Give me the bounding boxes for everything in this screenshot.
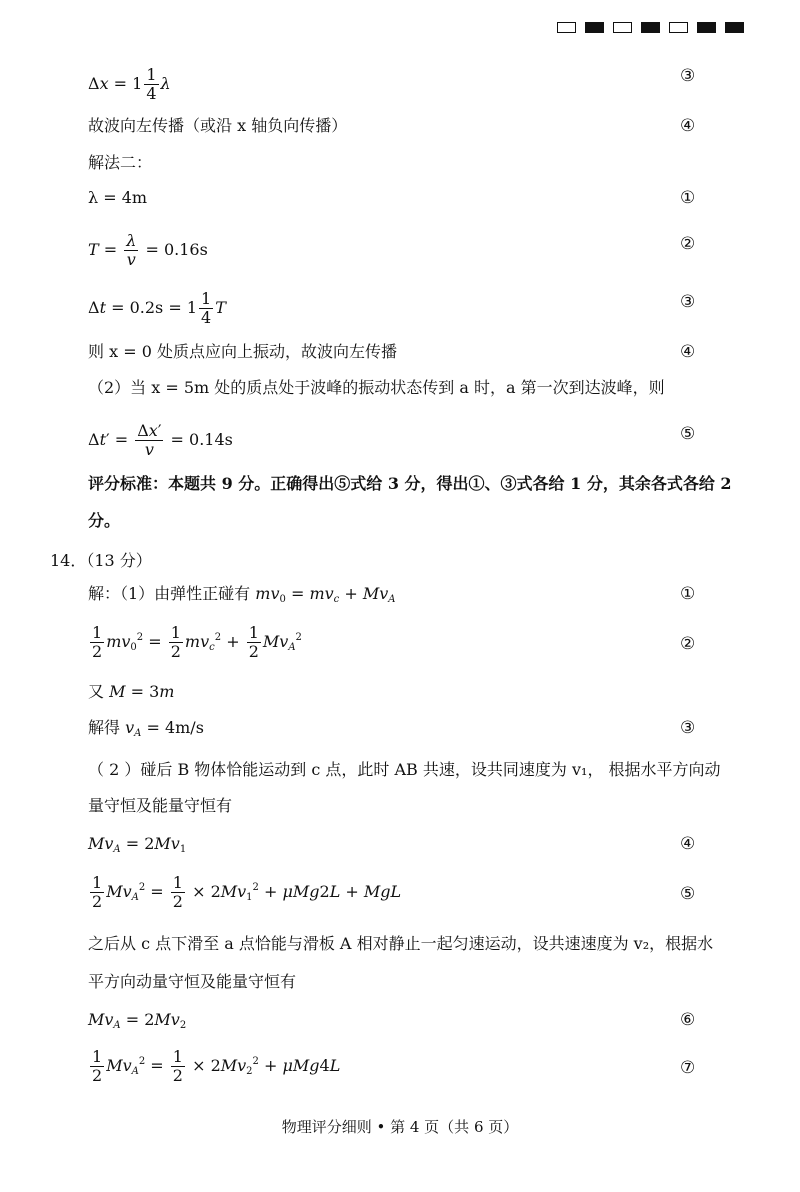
equation-mass-ratio: 又 M = 3m: [88, 682, 175, 701]
header-marks: [557, 22, 744, 33]
text-line: 之后从 c 点下滑至 a 点恰能与滑板 A 相对静止一起匀速运动，设共速速度为 v₂，根据水: [88, 934, 714, 953]
text-line: 则 x = 0 处质点应向上振动，故波向左传播: [88, 342, 397, 361]
equation-period: T = $\frac{\lambda}{v}$ = 0.16s: [88, 231, 208, 269]
filled-square-icon: [585, 22, 604, 33]
text-line: 故波向左传播（或沿 x 轴负向传播）: [88, 116, 348, 135]
equation-dt-prime: Δt′ = $\frac{\Delta x'}{v}$ = 0.14s: [88, 421, 233, 459]
equation-energy-1: $\frac{1}{2}$ $mv_0^2$ = $\frac{1}{2}$ $mv_c^2$ + $\frac{1}{2}$ $Mv_A^2$: [92, 623, 302, 661]
question-14-heading: 14．（13 分）: [50, 551, 152, 570]
eq-marker: ①: [680, 584, 696, 604]
text-line: （2）当 x = 5m 处的质点处于波峰的振动状态传到 a 时，a 第一次到达波峰，则: [88, 378, 665, 397]
text-line: （ 2 ）碰后 B 物体恰能运动到 c 点，此时 AB 共速，设共同速度为 v₁， 根据水平方向动: [88, 760, 721, 779]
eq-marker: ④: [680, 342, 696, 362]
eq-marker: ⑤: [680, 884, 696, 904]
filled-square-icon: [641, 22, 660, 33]
eq-marker: ④: [680, 834, 696, 854]
eq-marker: ③: [680, 292, 696, 312]
eq-marker: ③: [680, 718, 696, 738]
filled-square-icon: [697, 22, 716, 33]
method-two-heading: 解法二：: [88, 153, 153, 172]
equation-dt: Δt = 0.2s = 1 $\frac{1}{4}$ T: [88, 289, 226, 327]
eq-marker: ⑦: [680, 1058, 696, 1078]
eq-marker: ⑤: [680, 424, 696, 444]
equation-momentum-1: 解：（1）由弹性正碰有 $mv_0 = mv_c + Mv_A$: [88, 584, 396, 605]
filled-square-icon: [725, 22, 744, 33]
scoring-criteria: 评分标准：本题共 9 分。正确得出⑤式给 3 分，得出①、③式各给 1 分，其余各式各给 2: [88, 474, 732, 493]
eq-marker: ①: [680, 188, 696, 208]
scoring-criteria-cont: 分。: [88, 511, 121, 530]
hollow-square-icon: [669, 22, 688, 33]
eq-marker: ②: [680, 234, 696, 254]
text-line: 量守恒及能量守恒有: [88, 796, 233, 815]
equation-lambda: λ = 4m: [88, 188, 148, 207]
hollow-square-icon: [613, 22, 632, 33]
equation-dx: Δx = 1 $\frac{1}{4}$ λ: [88, 65, 171, 103]
hollow-square-icon: [557, 22, 576, 33]
equation-momentum-2: $Mv_A = 2Mv_1$: [88, 834, 187, 855]
page-footer: 物理评分细则 • 第 4 页（共 6 页）: [281, 1118, 519, 1136]
eq-marker: ③: [680, 66, 696, 86]
equation-va: 解得 $v_A = 4m/s$: [88, 718, 204, 739]
equation-momentum-3: $Mv_A = 2Mv_2$: [88, 1010, 187, 1031]
equation-energy-2: $\frac{1}{2}$ $Mv_A^2$ = $\frac{1}{2}$ × $2Mv_1^2 + \mu Mg2L$ + MgL: [92, 873, 402, 911]
eq-marker: ②: [680, 634, 696, 654]
equation-energy-3: $\frac{1}{2}$ $Mv_A^2$ = $\frac{1}{2}$ × $2Mv_2^2 + \mu Mg4L$: [92, 1047, 341, 1085]
eq-marker: ④: [680, 116, 696, 136]
eq-marker: ⑥: [680, 1010, 696, 1030]
text-line: 平方向动量守恒及能量守恒有: [88, 972, 297, 991]
